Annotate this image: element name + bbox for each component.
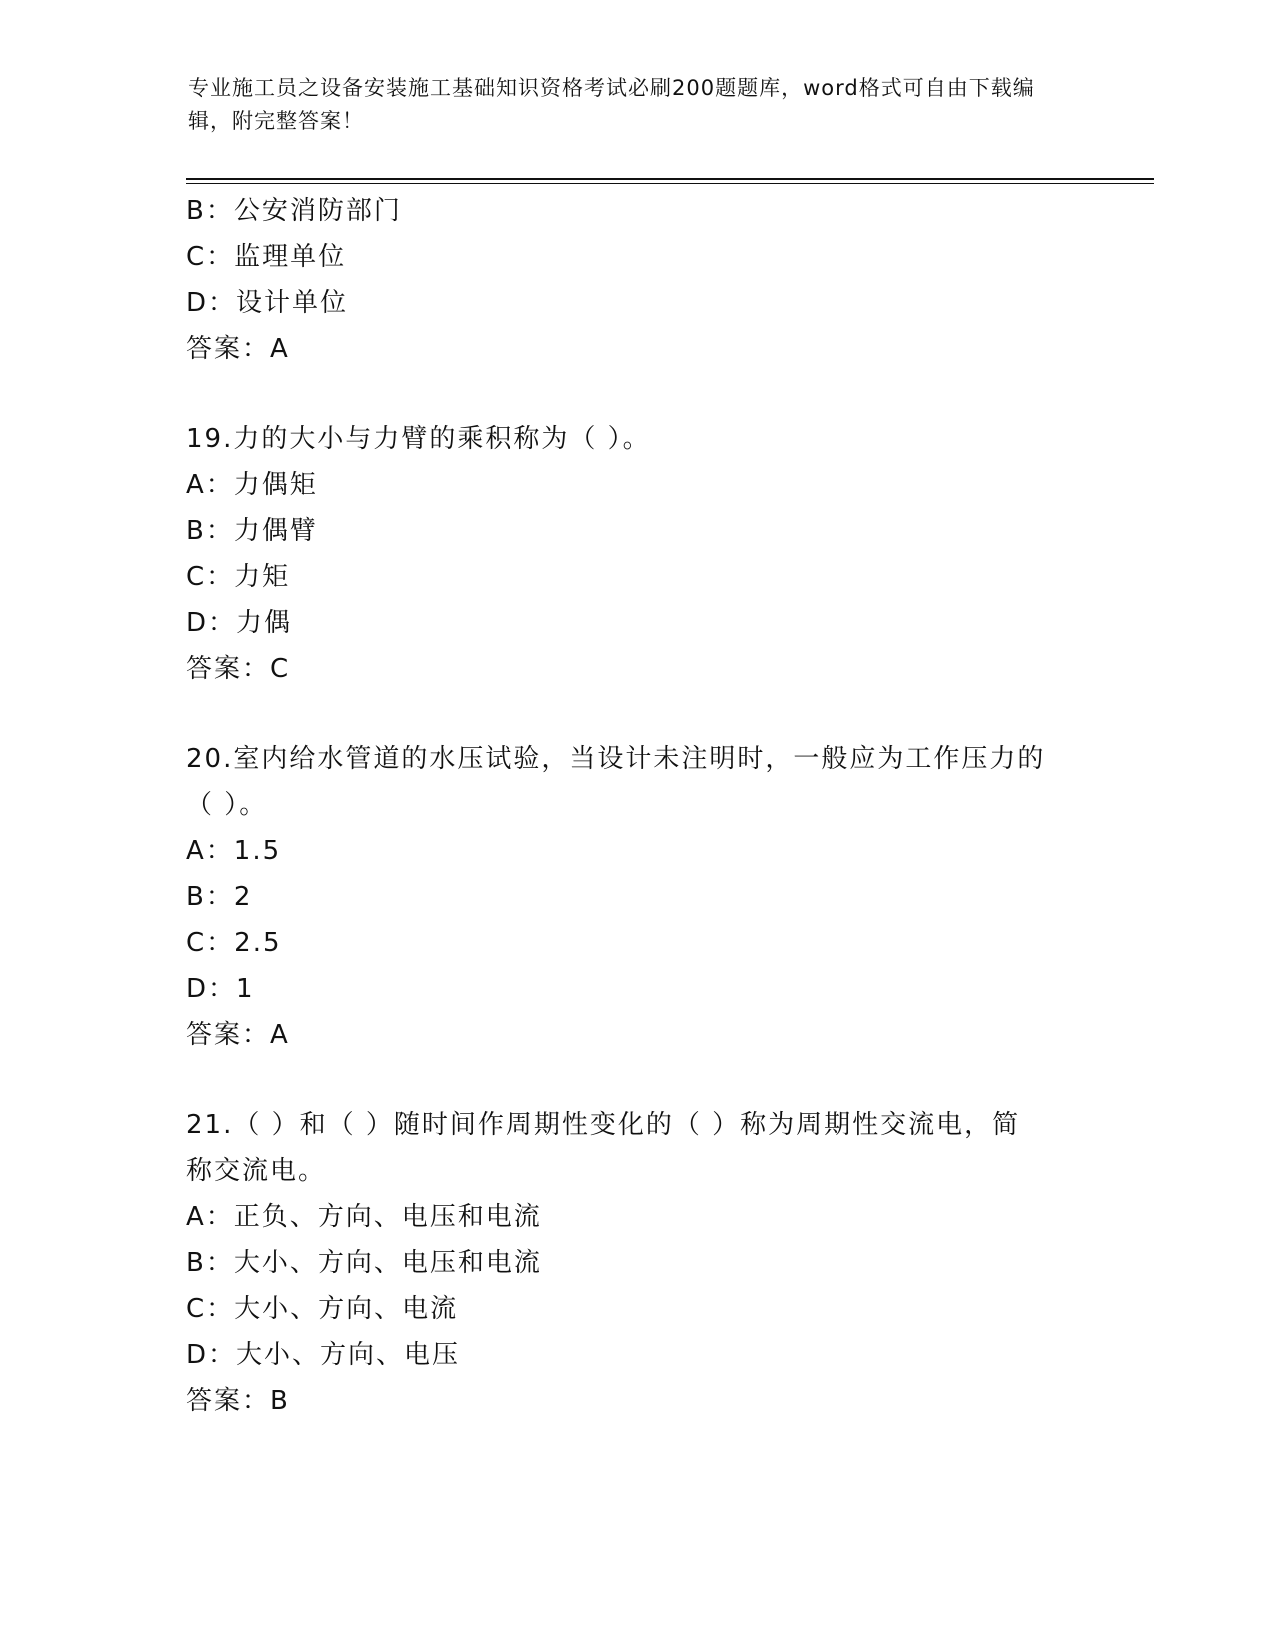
option-a: A：正负、方向、电压和电流 <box>186 1202 542 1232</box>
option-d: D：力偶 <box>186 608 293 638</box>
option-b: B：大小、方向、电压和电流 <box>186 1248 542 1278</box>
option-a: A：1.5 <box>186 836 282 866</box>
answer-line: 答案：A <box>186 1020 290 1050</box>
document-header: 专业施工员之设备安装施工基础知识资格考试必刷200题题库，word格式可自由下载编辑，附完整答案！ <box>188 76 1035 133</box>
question-stem: 21.（ ）和（ ）随时间作周期性变化的（ ）称为周期性交流电，简 <box>186 1110 1021 1140</box>
option-d: D：1 <box>186 974 255 1004</box>
question-content <box>186 188 1086 1424</box>
question-stem: 20.室内给水管道的水压试验，当设计未注明时，一般应为工作压力的 <box>186 744 1046 774</box>
answer-line: 答案：A <box>186 334 290 364</box>
question-block-18 <box>186 188 1086 372</box>
question-block-20 <box>186 736 1086 1058</box>
option-b: B：2 <box>186 882 253 912</box>
option-c: C：力矩 <box>186 562 291 592</box>
option-d: D：设计单位 <box>186 288 349 318</box>
option-c: C：监理单位 <box>186 242 347 272</box>
option-c: C：大小、方向、电流 <box>186 1294 459 1324</box>
question-block-19 <box>186 416 1086 692</box>
option-b: B：公安消防部门 <box>186 196 402 226</box>
question-block-21 <box>186 1102 1086 1424</box>
option-d: D：大小、方向、电压 <box>186 1340 461 1370</box>
option-a: A：力偶矩 <box>186 470 318 500</box>
answer-line: 答案：B <box>186 1386 290 1416</box>
question-stem: 19.力的大小与力臂的乘积称为（ ）。 <box>186 424 651 454</box>
header-divider-thick <box>186 178 1154 180</box>
option-c: C：2.5 <box>186 928 282 958</box>
answer-line: 答案：C <box>186 654 291 684</box>
option-b: B：力偶臂 <box>186 516 318 546</box>
question-stem-continued: （ ）。 <box>186 790 268 820</box>
header-divider-thin <box>186 183 1154 184</box>
question-stem-continued: 称交流电。 <box>186 1156 327 1186</box>
